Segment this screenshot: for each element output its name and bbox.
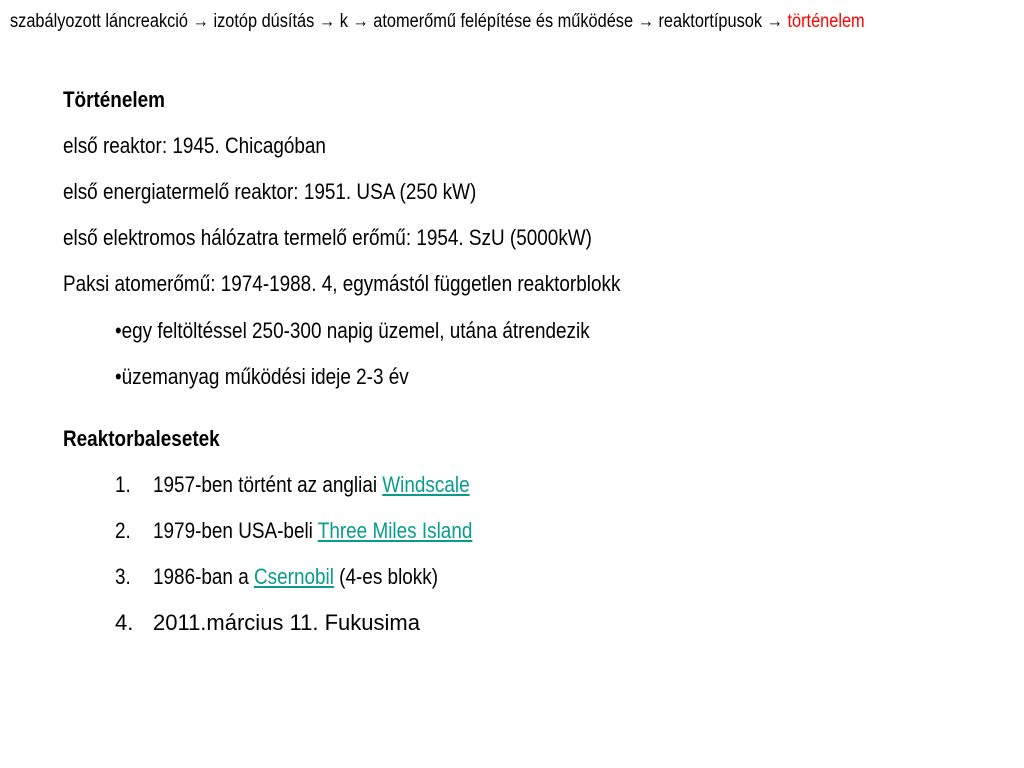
list-item-text: [153, 563, 438, 591]
breadcrumb-current: történelem: [787, 11, 865, 32]
history-bullet: •üzemanyag működési ideje 2-3 év: [115, 364, 409, 389]
list-item-text: [153, 471, 470, 499]
item-text: 1986-ban a: [153, 564, 254, 589]
breadcrumb-separator: →: [762, 11, 788, 32]
breadcrumb-separator: →: [188, 11, 214, 32]
history-line: első elektromos hálózatra termelő erőmű: 1954. SzU (5000kW): [63, 225, 592, 250]
breadcrumb-item[interactable]: atomerőmű felépítése és működése: [373, 11, 634, 32]
item-text: 1979-ben USA-beli: [153, 518, 318, 543]
csernobil-link[interactable]: Csernobil: [253, 564, 334, 589]
breadcrumb-item[interactable]: izotóp dúsítás: [213, 11, 315, 32]
list-number: 1.: [115, 472, 131, 497]
list-item-text: [153, 517, 472, 545]
breadcrumb-separator: →: [633, 11, 659, 32]
item-after: (4-es blokk): [333, 564, 439, 589]
accidents-heading: Reaktorbalesetek: [63, 426, 220, 451]
list-number: 2.: [115, 518, 131, 543]
breadcrumb-separator: →: [347, 11, 374, 32]
history-heading: Történelem: [63, 87, 165, 112]
breadcrumb-item[interactable]: szabályozott láncreakció: [10, 11, 189, 32]
history-bullet: •egy feltöltéssel 250-300 napig üzemel, utána átrendezik: [115, 318, 590, 343]
item-text: 1957-ben történt az angliai: [153, 472, 383, 497]
item-text: 2011.március 11. Fukusima: [153, 610, 420, 635]
breadcrumb-item[interactable]: reaktortípusok: [658, 11, 763, 32]
breadcrumb-separator: →: [314, 11, 340, 32]
history-line: Paksi atomerőmű: 1974-1988. 4, egymástól független reaktorblokk: [63, 271, 621, 296]
windscale-link[interactable]: Windscale: [382, 472, 470, 497]
list-item-text: [153, 609, 420, 637]
history-line: első energiatermelő reaktor: 1951. USA (250 kW): [63, 179, 477, 204]
three-miles-island-link[interactable]: Three Miles Island: [317, 518, 473, 543]
list-number: 3.: [115, 564, 131, 589]
breadcrumb-item[interactable]: k: [339, 11, 348, 32]
list-number: 4.: [115, 610, 134, 635]
breadcrumb: [10, 10, 865, 34]
history-line: első reaktor: 1945. Chicagóban: [63, 133, 326, 158]
